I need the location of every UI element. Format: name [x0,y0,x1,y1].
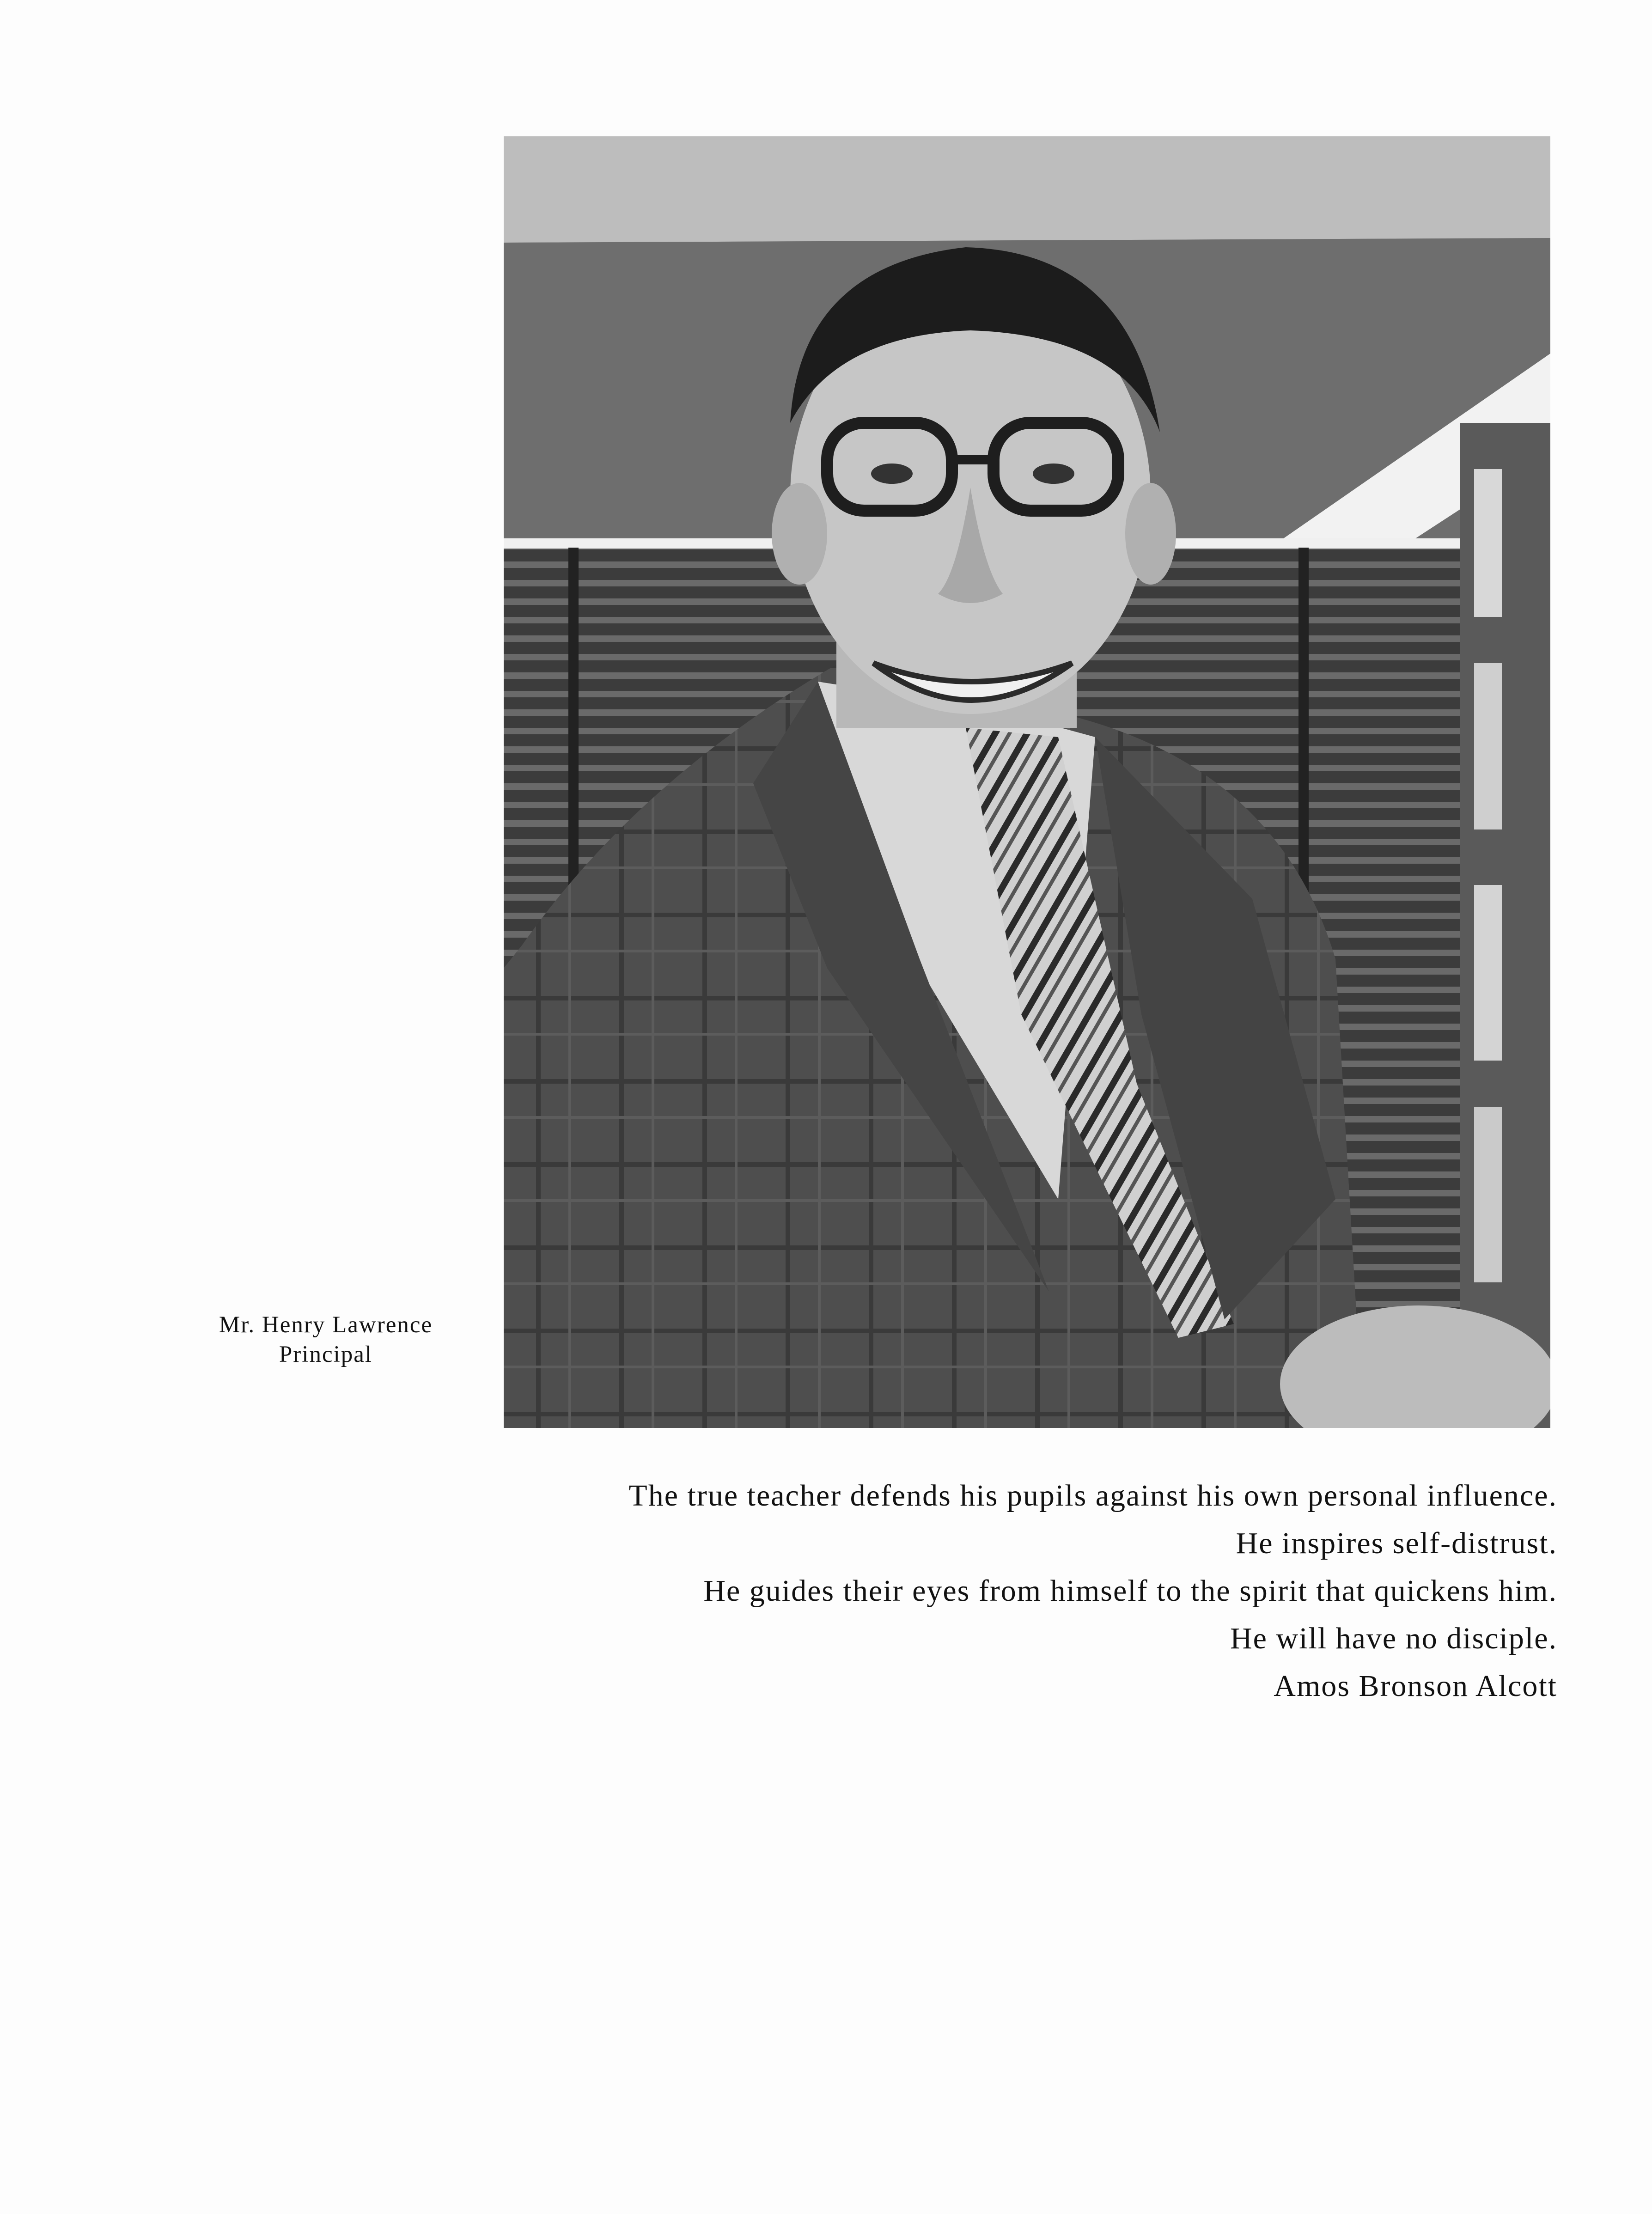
caption-title: Principal [279,1342,373,1367]
quote-line: He guides their eyes from himself to the spirit that quickens him. [703,1574,1557,1608]
caption-name: Mr. Henry Lawrence [219,1312,433,1338]
quote-line: He will have no disciple. [1230,1622,1557,1655]
quote-block [494,1472,1557,1710]
quote-author: Amos Bronson Alcott [1274,1669,1557,1703]
principal-portrait-photo [504,136,1550,1428]
photo-caption [176,1310,476,1369]
quote-line: He inspires self-distrust. [1236,1526,1557,1560]
quote-line: The true teacher defends his pupils against his own personal influence. [628,1479,1557,1513]
